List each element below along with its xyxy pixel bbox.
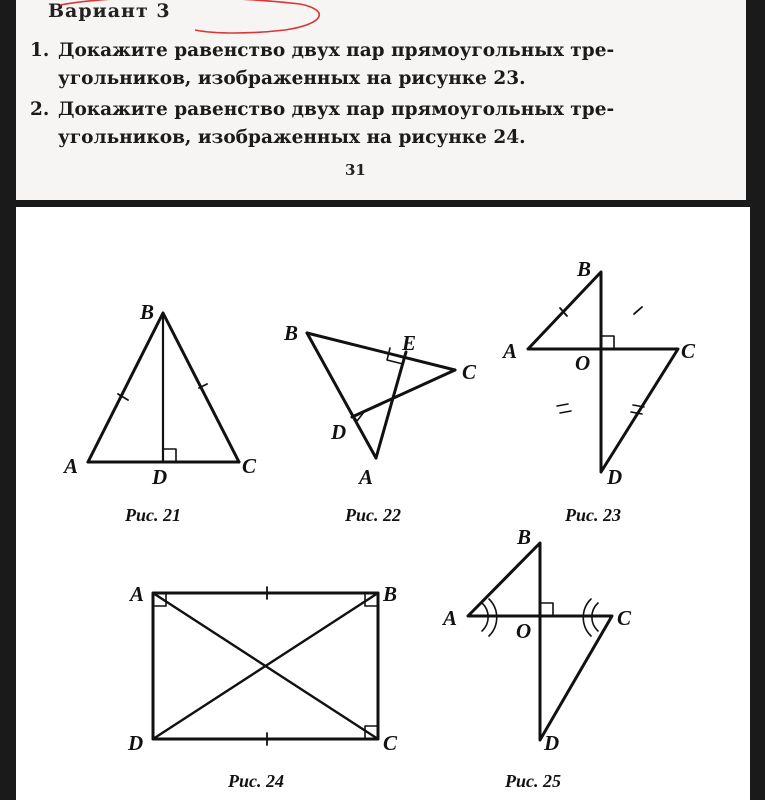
fig24-label-b: B [383, 582, 398, 606]
fig24-label-c: C [383, 731, 398, 755]
fig25-label-b: B [517, 525, 532, 549]
fig25-label-a: A [443, 606, 458, 630]
pen-mark [60, 0, 319, 33]
task-text-line: Докажите равенство двух пар прямоугольных тре- [58, 99, 615, 120]
fig25-label-o: O [516, 619, 532, 643]
variant-heading: Вариант 3 [48, 0, 171, 22]
fig22-label-d: D [331, 420, 347, 444]
fig25-label-c: C [617, 606, 632, 630]
fig21-caption: Рис. 21 [125, 505, 181, 525]
fig23-label-o: O [575, 351, 591, 375]
fig25-caption: Рис. 25 [505, 771, 561, 791]
figure-22 [307, 333, 455, 458]
task-text-line: угольников, изображенных на рисунке 23. [58, 68, 526, 89]
fig22-label-a: A [359, 465, 374, 489]
fig22-label-c: C [462, 360, 477, 384]
figure-23 [528, 272, 678, 472]
fig22-label-e: E [402, 331, 417, 355]
figure-24 [153, 587, 378, 745]
fig23-caption: Рис. 23 [565, 505, 621, 525]
figure-21 [88, 313, 239, 462]
fig21-label-a: A [64, 454, 79, 478]
fig24-caption: Рис. 24 [228, 771, 284, 791]
fig23-label-c: C [681, 339, 696, 363]
figure-25 [468, 543, 612, 740]
fig21-label-c: C [242, 454, 257, 478]
fig21-label-b: B [140, 300, 155, 324]
page-number: 31 [345, 161, 366, 179]
fig22-caption: Рис. 22 [345, 505, 401, 525]
fig21-label-d: D [152, 465, 168, 489]
fig23-label-b: B [577, 257, 592, 281]
task-number: 1. [30, 40, 50, 61]
fig23-label-d: D [607, 465, 623, 489]
task-text-line: угольников, изображенных на рисунке 24. [58, 127, 526, 148]
fig24-label-d: D [128, 731, 144, 755]
fig23-label-a: A [503, 339, 518, 363]
fig25-label-d: D [544, 731, 560, 755]
task-number: 2. [30, 99, 50, 120]
fig24-label-a: A [130, 582, 145, 606]
fig22-label-b: B [284, 321, 299, 345]
task-text-line: Докажите равенство двух пар прямоугольных тре- [58, 40, 615, 61]
